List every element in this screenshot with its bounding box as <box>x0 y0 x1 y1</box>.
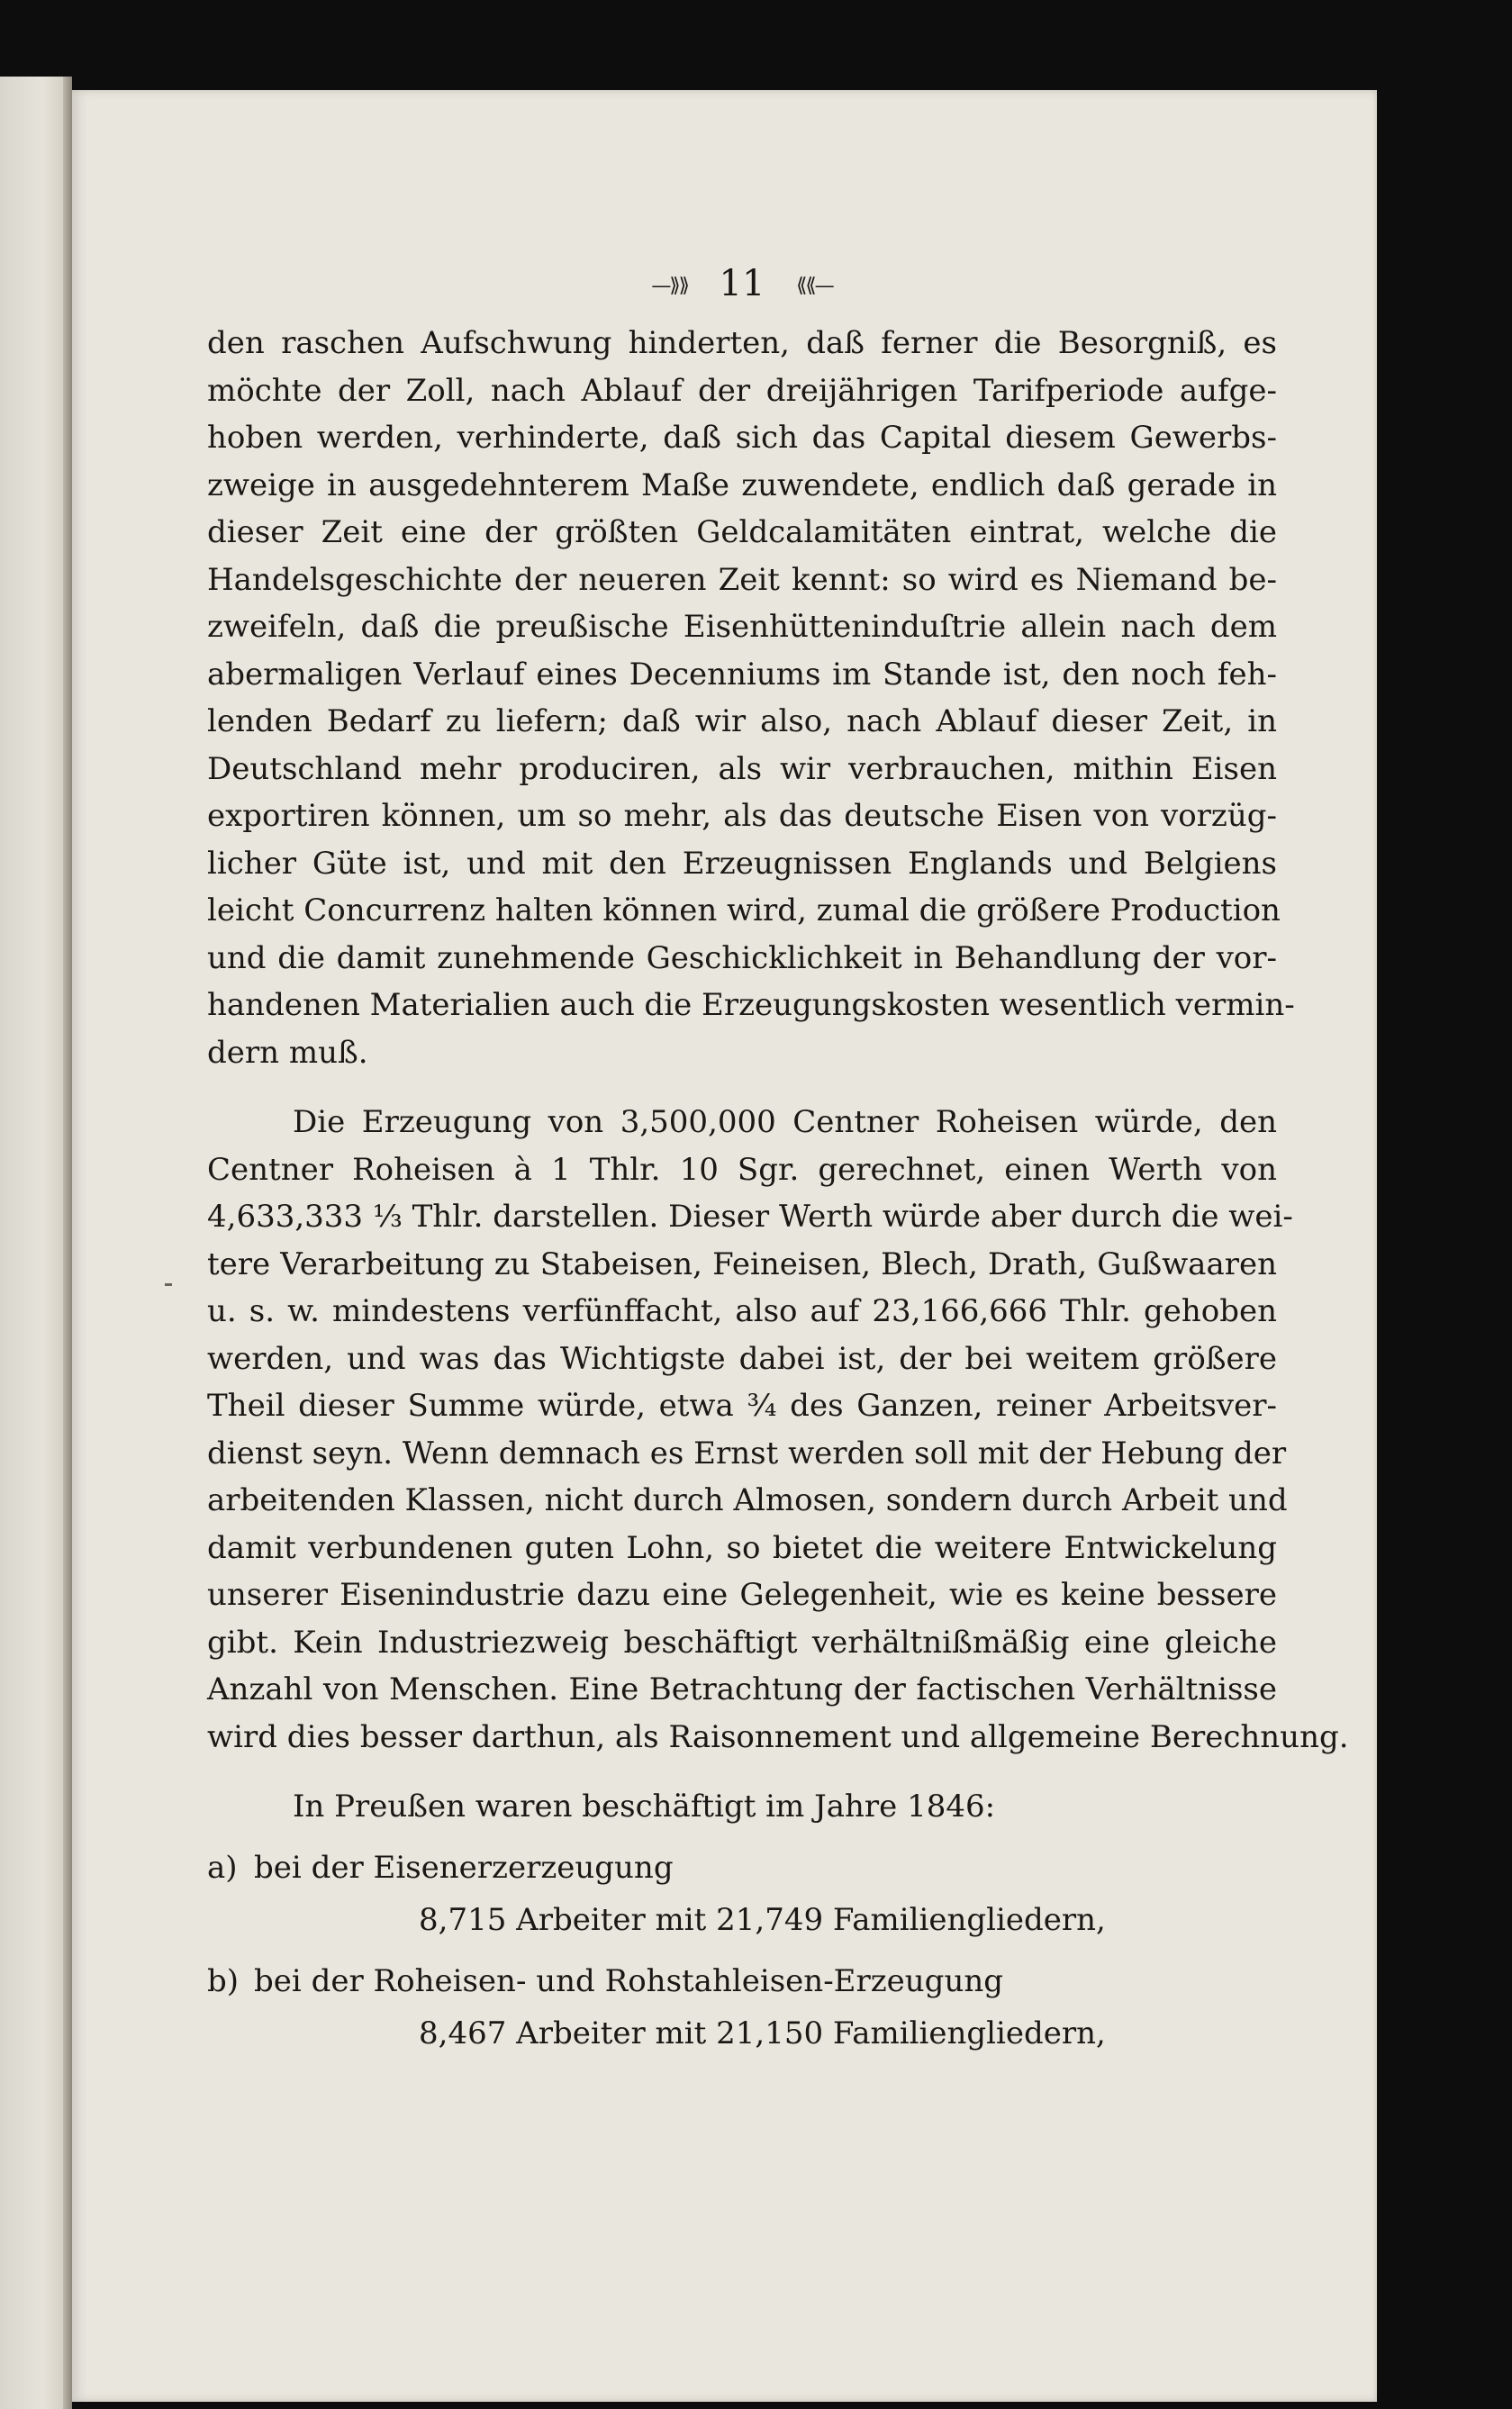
text-line: den raschen Aufschwung hinderten, daß ferner die Besorgniß, es <box>207 325 1277 361</box>
page-text <box>207 263 1349 2060</box>
list-marker: a) <box>207 1849 238 1886</box>
text-line: wird dies besser darthun, als Raisonnement und allgemeine Berechnung. <box>207 1718 1349 1755</box>
text-line: In Preußen waren beschäftigt im Jahre 1846: <box>293 1789 996 1825</box>
text-line: Die Erzeugung von 3,500,000 Centner Roheisen würde, den <box>293 1104 1277 1140</box>
text-line: exportiren können, um so mehr, als das deutsche Eisen von vorzüg- <box>207 798 1277 834</box>
text-line: leicht Concurrenz halten können wird, zumal die größere Production <box>207 892 1281 928</box>
ornament-right: ⟪⟪— <box>796 275 833 297</box>
list-item <box>207 1842 1277 1946</box>
text-line: Deutschland mehr produciren, als wir verbrauchen, mithin Eisen <box>207 750 1277 787</box>
paragraph-1 <box>207 320 1295 1076</box>
text-line: hoben werden, verhinderte, daß sich das Capital diesem Gewerbs- <box>207 420 1277 456</box>
text-line: arbeitenden Klassen, nicht durch Almosen, sondern durch Arbeit und <box>207 1482 1288 1518</box>
text-line: 4,633,333 ⅓ Thlr. darstellen. Dieser Werth würde aber durch die wei- <box>207 1199 1293 1235</box>
page-number: 11 <box>719 263 765 304</box>
book-gutter <box>63 77 72 2409</box>
page-header <box>207 263 1277 304</box>
text-line: Theil dieser Summe würde, etwa ¾ des Ganzen, reiner Arbeitsver- <box>207 1388 1277 1424</box>
list-item-label: bei der Eisenerzerzeugung <box>254 1849 674 1886</box>
text-line: damit verbundenen guten Lohn, so bietet die weitere Entwickelung <box>207 1529 1277 1566</box>
text-line: lenden Bedarf zu liefern; daß wir also, nach Ablauf dieser Zeit, in <box>207 703 1277 739</box>
text-line: werden, und was das Wichtigste dabei ist, der bei weitem größere <box>207 1340 1277 1377</box>
list-item-detail: 8,715 Arbeiter mit 21,749 Familiengliedern, <box>419 1901 1106 1938</box>
ornament-left: —⟫⟫ <box>651 275 688 297</box>
book-page <box>72 90 1377 2402</box>
list-item-label: bei der Roheisen- und Rohstahleisen-Erzeugung <box>254 1962 1004 1999</box>
text-line: zweige in ausgedehnterem Maße zuwendete, endlich daß gerade in <box>207 466 1277 503</box>
text-line: u. s. w. mindestens verfünffacht, also auf 23,166,666 Thlr. gehoben <box>207 1293 1277 1329</box>
facing-page-edge <box>0 77 70 2409</box>
text-line: gibt. Kein Industriezweig beschäftigt verhältnißmäßig eine gleiche <box>207 1624 1277 1661</box>
text-line: abermaligen Verlauf eines Decenniums im Stande ist, den noch feh- <box>207 656 1277 693</box>
text-line: und die damit zunehmende Geschicklichkeit in Behandlung der vor- <box>207 939 1277 976</box>
text-line: zweifeln, daß die preußische Eisenhütteninduſtrie allein nach dem <box>207 609 1277 645</box>
list-marker: b) <box>207 1962 240 1999</box>
text-line: dienst seyn. Wenn demnach es Ernst werden soll mit der Hebung der <box>207 1435 1287 1472</box>
list-item <box>207 1955 1277 2060</box>
text-line: Centner Roheisen à 1 Thlr. 10 Sgr. gerechnet, einen Werth von <box>207 1151 1277 1188</box>
text-line: handenen Materialien auch die Erzeugungskosten wesentlich vermin- <box>207 987 1295 1023</box>
paragraph-3 <box>207 1783 1277 1831</box>
text-line: licher Güte ist, und mit den Erzeugnissen Englands und Belgiens <box>207 845 1277 882</box>
paragraph-2 <box>207 1099 1349 1761</box>
text-line: möchte der Zoll, nach Ablauf der dreijährigen Tarifperiode aufge- <box>207 372 1277 409</box>
text-line: tere Verarbeitung zu Stabeisen, Feineisen, Blech, Drath, Gußwaaren <box>207 1245 1277 1282</box>
employment-list <box>207 1842 1277 2060</box>
text-line: dern muß. <box>207 1034 368 1071</box>
text-line: unserer Eisenindustrie dazu eine Gelegenheit, wie es keine bessere <box>207 1577 1277 1613</box>
text-line: Handelsgeschichte der neueren Zeit kennt: so wird es Niemand be- <box>207 561 1277 598</box>
list-item-detail: 8,467 Arbeiter mit 21,150 Familiengliedern, <box>419 2015 1106 2051</box>
text-line: dieser Zeit eine der größten Geldcalamitäten eintrat, welche die <box>207 514 1277 550</box>
margin-mark <box>165 1283 172 1286</box>
text-line: Anzahl von Menschen. Eine Betrachtung der factischen Verhältnisse <box>207 1671 1277 1707</box>
